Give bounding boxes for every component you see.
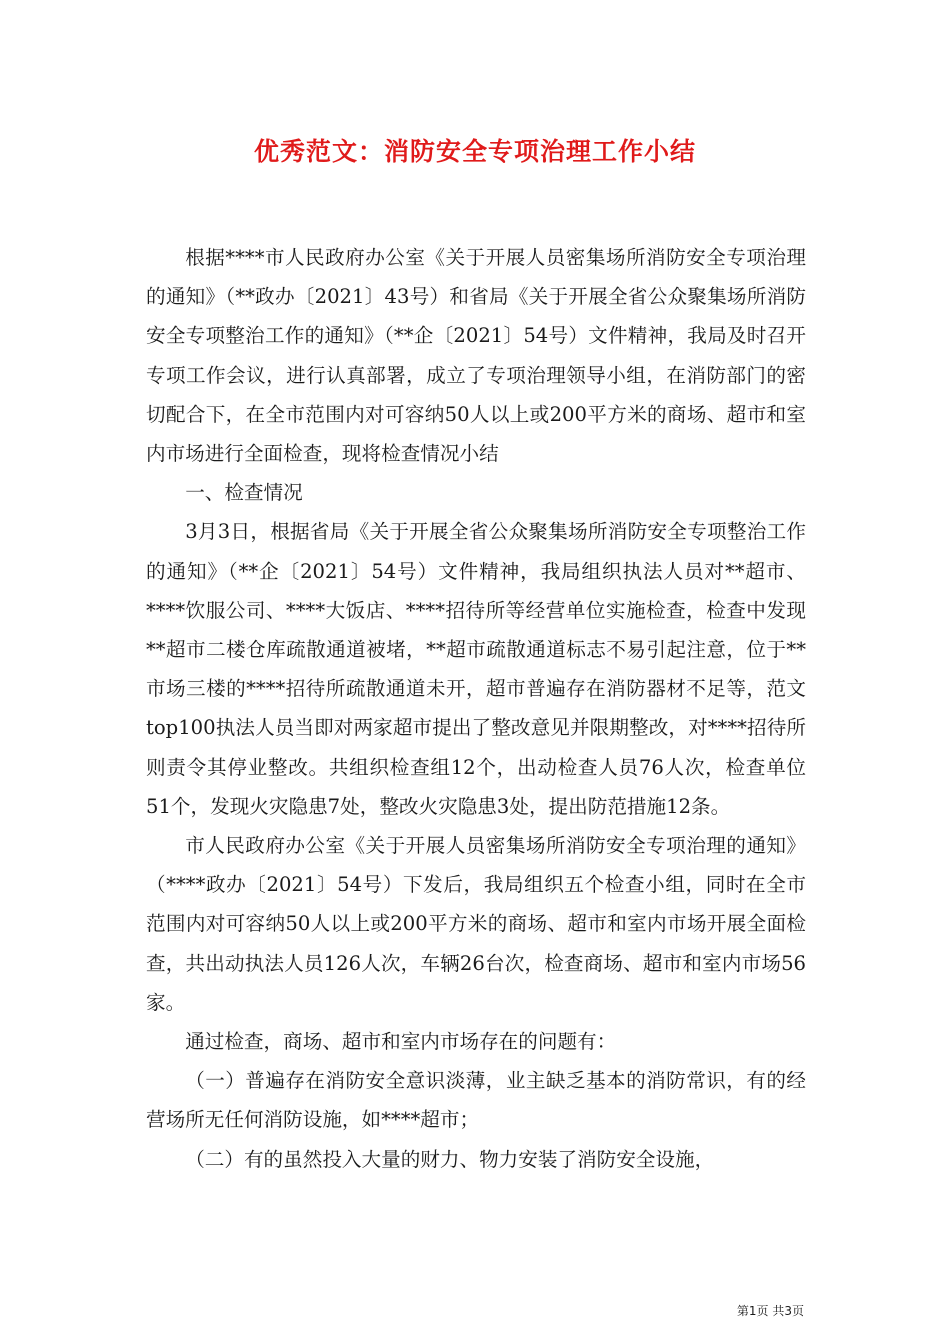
paragraph-issues-intro: 通过检查，商场、超市和室内市场存在的问题有： (185, 1030, 617, 1054)
paragraph-city-notice: 市人民政府办公室《关于开展人员密集场所消防安全专项治理的通知》（****政办〔2021〕54号）下发后，我局组织五个检查小组，同时在全市范围内对可容纳50人以上或200平方米的商场、超市和室内市场开展全面检查，共出动执法人员126人次，车辆26台次，检查商场、超市和室内市场56家。 (146, 834, 806, 1014)
intro-paragraph: 根据****市人民政府办公室《关于开展人员密集场所消防安全专项治理的通知》（**政办〔2021〕43号）和省局《关于开展全省公众聚集场所消防安全专项整治工作的通知》（**企〔2021〕54号）文件精神，我局及时召开专项工作会议，进行认真部署，成立了专项治理领导小组，在消防部门的密切配合下，在全市范围内对可容纳50人以上或200平方米的商场、超市和室内市场进行全面检查，现将检查情况小结 (146, 246, 806, 466)
document-title: 优秀范文：消防安全专项治理工作小结 (253, 137, 696, 166)
paragraph-issue-1: （一）普遍存在消防安全意识淡薄，业主缺乏基本的消防常识，有的经营场所无任何消防设施，如****超市； (146, 1069, 806, 1132)
paragraph-inspection: 3月3日，根据省局《关于开展全省公众聚集场所消防安全专项整治工作的通知》（**企〔2021〕54号）文件精神，我局组织执法人员对**超市、****饮服公司、****大饭店、****招待所等经营单位实施检查，检查中发现**超市二楼仓库疏散通道被堵，**超市疏散通道标志不易引起注意，位于**市场三楼的****招待所疏散通道未开，超市普遍存在消防器材不足等，范文top100执法人员当即对两家超市提出了整改意见并限期整改，对****招待所则责令其停业整改。共组织检查组12个，出动检查人员76人次，检查单位51个，发现火灾隐患7处，整改火灾隐患3处，提出防范措施12条。 (146, 520, 806, 818)
document-body (146, 238, 806, 1179)
section-heading: 一、检查情况 (185, 481, 303, 505)
paragraph-issue-2: （二）有的虽然投入大量的财力、物力安装了消防安全设施， (185, 1147, 715, 1171)
page-number: 第1页 共3页 (736, 1304, 804, 1318)
